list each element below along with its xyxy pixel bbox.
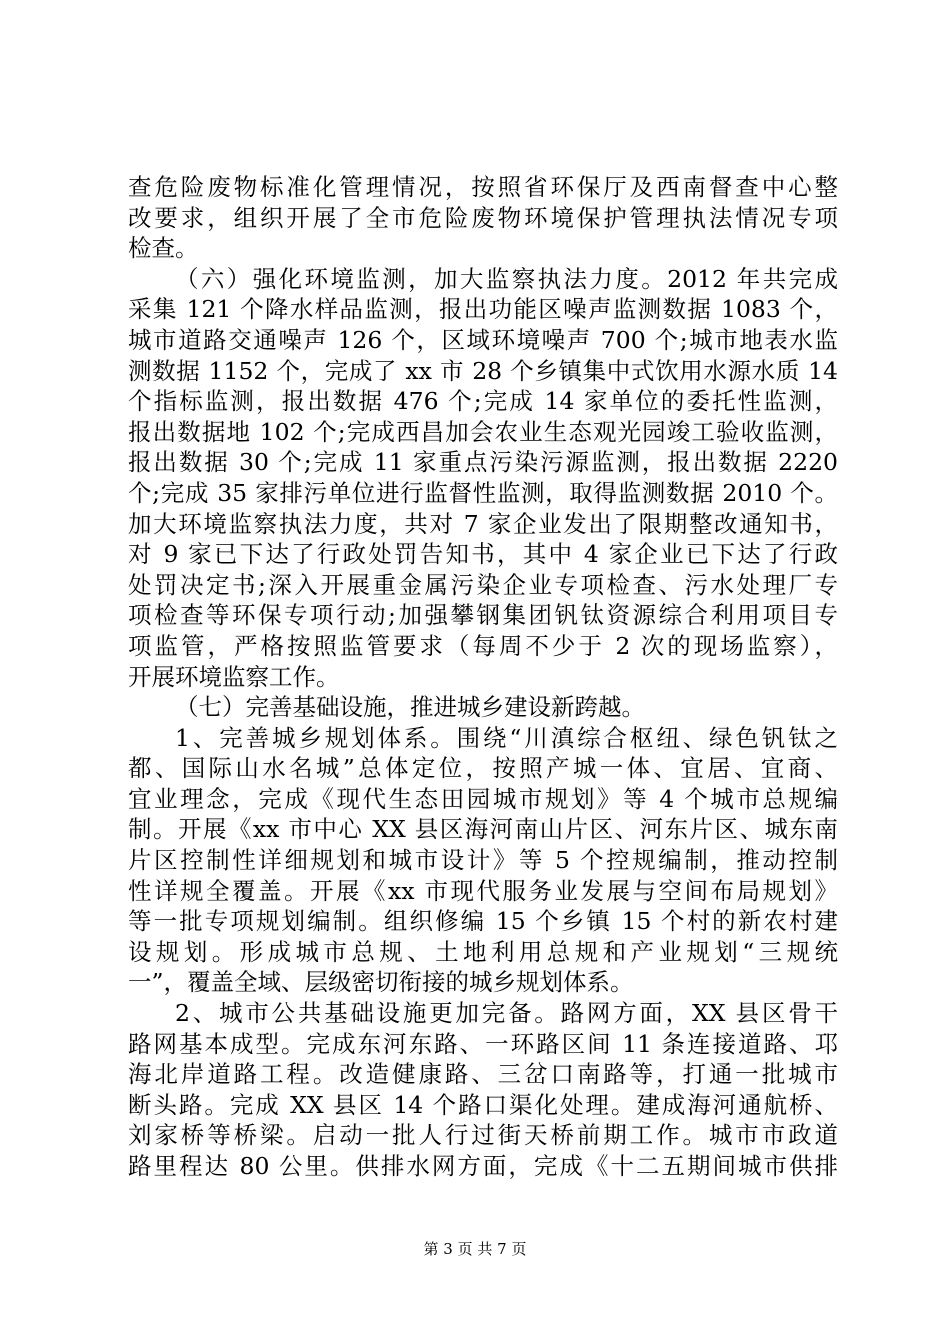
text-line: 片区控制性详细规划和城市设计》等 5 个控规编制，推动控制: [128, 846, 838, 875]
text-line: 检查。: [128, 234, 199, 263]
text-line: 加大环境监察执法力度，共对 7 家企业发出了限期整改通知书，: [128, 509, 838, 538]
page-footer: [0, 1238, 950, 1259]
text-line: 改要求，组织开展了全市危险废物环境保护管理执法情况专项: [128, 203, 838, 232]
text-line: 性详规全覆盖。开展《xx 市现代服务业发展与空间布局规划》: [128, 876, 838, 905]
text-line: 项监管，严格按照监管要求（每周不少于 2 次的现场监察），: [128, 631, 838, 660]
page-number: 第 3 页 共 7 页: [423, 1240, 527, 1258]
text-line: 都、国际山水名城”总体定位，按照产城一体、宜居、宜商、: [128, 754, 838, 783]
text-line: 采集 121 个降水样品监测，报出功能区噪声监测数据 1083 个，: [128, 295, 838, 324]
document-body: [128, 172, 838, 1182]
text-line: 海北岸道路工程。改造健康路、三岔口南路等，打通一批城市: [128, 1060, 838, 1089]
text-line: 城市道路交通噪声 126 个，区域环境噪声 700 个;城市地表水监: [128, 325, 838, 354]
text-line: 刘家桥等桥梁。启动一批人行过街天桥前期工作。城市市政道: [128, 1121, 838, 1150]
text-line: 个;完成 35 家排污单位进行监督性监测，取得监测数据 2010 个。: [128, 478, 838, 507]
text-line: 对 9 家已下达了行政处罚告知书，其中 4 家企业已下达了行政: [128, 540, 838, 569]
text-line: 查危险废物标准化管理情况，按照省环保厅及西南督查中心整: [128, 173, 838, 201]
text-line: 路里程达 80 公里。供排水网方面，完成《十二五期间城市供排: [128, 1152, 838, 1180]
text-line: 一”，覆盖全域、层级密切衔接的城乡规划体系。: [128, 968, 634, 997]
text-line: 测数据 1152 个，完成了 xx 市 28 个乡镇集中式饮用水源水质 14: [128, 356, 838, 385]
text-line: 等一批专项规划编制。组织修编 15 个乡镇 15 个村的新农村建: [128, 907, 838, 936]
text-line: （七）完善基础设施，推进城乡建设新跨越。: [175, 693, 645, 722]
text-line: 宜业理念，完成《现代生态田园城市规划》等 4 个城市总规编: [128, 784, 838, 813]
text-line: 开展环境监察工作。: [128, 662, 340, 691]
text-line: 报出数据 30 个;完成 11 家重点污染污源监测，报出数据 2220: [128, 448, 838, 477]
text-line: 1、完善城乡规划体系。围绕“川滇综合枢纽、绿色钒钛之: [175, 723, 838, 752]
text-line: 断头路。完成 XX 县区 14 个路口渠化处理。建成海河通航桥、: [128, 1090, 838, 1119]
text-line: 制。开展《xx 市中心 XX 县区海河南山片区、河东片区、城东南: [128, 815, 838, 844]
text-line: 报出数据地 102 个;完成西昌加会农业生态观光园竣工验收监测，: [128, 417, 838, 446]
text-line: 处罚决定书;深入开展重金属污染企业专项检查、污水处理厂专: [128, 570, 838, 599]
text-line: （六）强化环境监测，加大监察执法力度。2012 年共完成: [175, 264, 838, 293]
text-line: 设规划。形成城市总规、土地利用总规和产业规划“三规统: [128, 937, 838, 966]
text-line: 2、城市公共基础设施更加完备。路网方面，XX 县区骨干: [175, 999, 838, 1028]
text-line: 个指标监测，报出数据 476 个;完成 14 家单位的委托性监测，: [128, 387, 838, 416]
text-line: 路网基本成型。完成东河东路、一环路区间 11 条连接道路、邛: [128, 1029, 838, 1058]
text-line: 项检查等环保专项行动;加强攀钢集团钒钛资源综合利用项目专: [128, 601, 838, 630]
